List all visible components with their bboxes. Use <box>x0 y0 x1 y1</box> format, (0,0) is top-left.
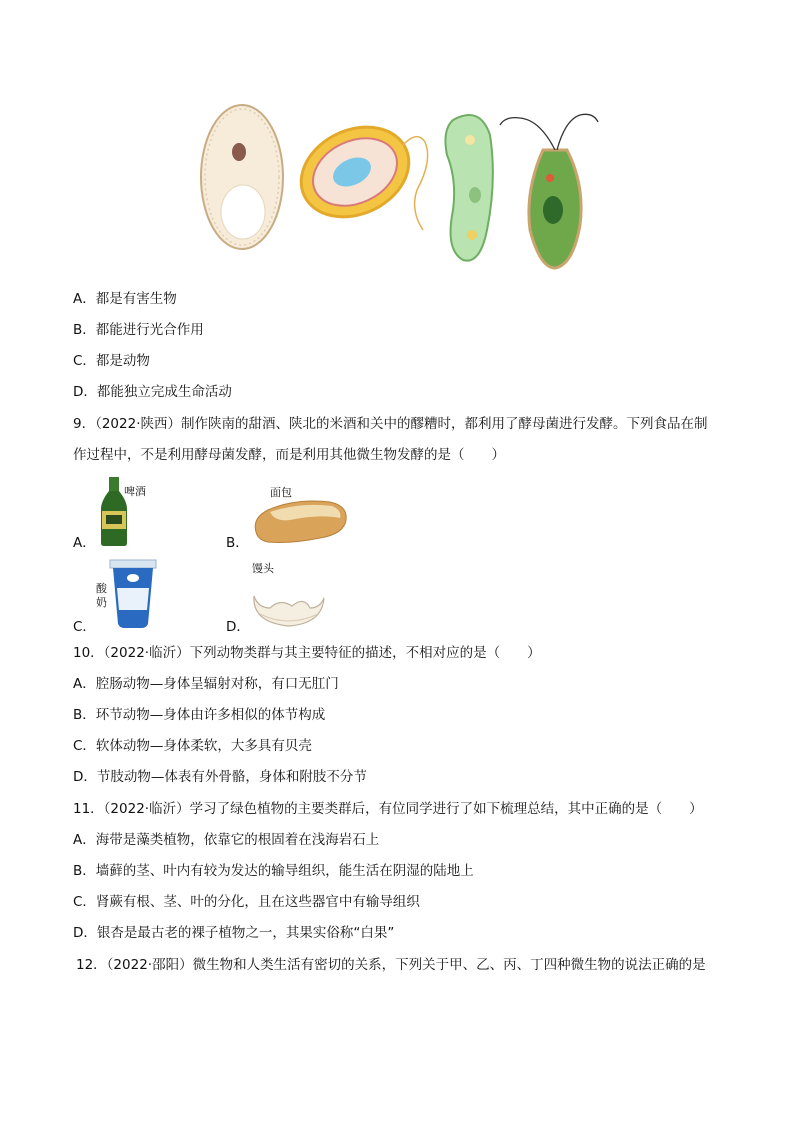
yeast-cell-drawing <box>201 105 283 249</box>
q9-option-d-caption: 馒头 <box>252 562 274 575</box>
q11-option-b: B．墙藓的茎、叶内有较为发达的输导组织，能生活在阴湿的陆地上 <box>73 863 474 879</box>
q10-option-b: B．环节动物—身体由许多相似的体节构成 <box>73 707 326 723</box>
q11-option-c: C．肾蕨有根、茎、叶的分化，且在这些器官中有输导组织 <box>73 894 420 910</box>
q8-option-d: D．都能独立完成生命活动 <box>73 384 232 400</box>
q9-option-a-caption: 啤酒 <box>124 485 146 498</box>
bacterium-drawing <box>286 110 427 233</box>
paramecium-drawing <box>445 115 492 261</box>
q9-option-d-letter: D． <box>226 619 250 635</box>
q11-option-d: D．银杏是最古老的裸子植物之一，其果实俗称“白果” <box>73 925 395 941</box>
q9-stem-line2: 作过程中，不是利用酵母菌发酵，而是利用其他微生物发酵的是（ ） <box>73 447 505 463</box>
q9-option-b-caption: 面包 <box>270 486 292 499</box>
bread-image <box>250 498 350 546</box>
steamed-bun-image <box>250 578 328 632</box>
q10-option-c: C．软体动物—身体柔软，大多具有贝壳 <box>73 738 312 754</box>
q9-option-c-caption: 酸 奶 <box>96 582 107 609</box>
q12-stem: 12．（2022·邵阳）微生物和人类生活有密切的关系，下列关于甲、乙、丙、丁四种微生物的说法正确的是 <box>76 957 706 973</box>
q8-option-a: A．都是有害生物 <box>73 291 177 307</box>
q8-option-c: C．都是动物 <box>73 353 150 369</box>
yogurt-cup-image <box>108 558 158 630</box>
q10-option-d: D．节肢动物—体表有外骨骼，身体和附肢不分节 <box>73 769 367 785</box>
q11-stem: 11．（2022·临沂）学习了绿色植物的主要类群后，有位同学进行了如下梳理总结，其中正确的是（ ） <box>73 801 703 817</box>
q10-option-a: A．腔肠动物—身体呈辐射对称，有口无肛门 <box>73 676 339 692</box>
q9-option-c-letter: C． <box>73 619 96 635</box>
q9-option-b-letter: B． <box>226 535 249 551</box>
q11-option-a: A．海带是藻类植物，依靠它的根固着在浅海岩石上 <box>73 832 380 848</box>
euglena-drawing <box>500 114 598 268</box>
microorganism-figure <box>195 100 605 280</box>
q10-stem: 10．（2022·临沂）下列动物类群与其主要特征的描述，不相对应的是（ ） <box>73 645 541 661</box>
q8-option-b: B．都能进行光合作用 <box>73 322 204 338</box>
q9-stem-line1: 9．（2022·陕西）制作陕南的甜酒、陕北的米酒和关中的醪糟时，都利用了酵母菌进行发酵。下列食品在制 <box>73 416 708 432</box>
q9-option-a-letter: A． <box>73 535 96 551</box>
